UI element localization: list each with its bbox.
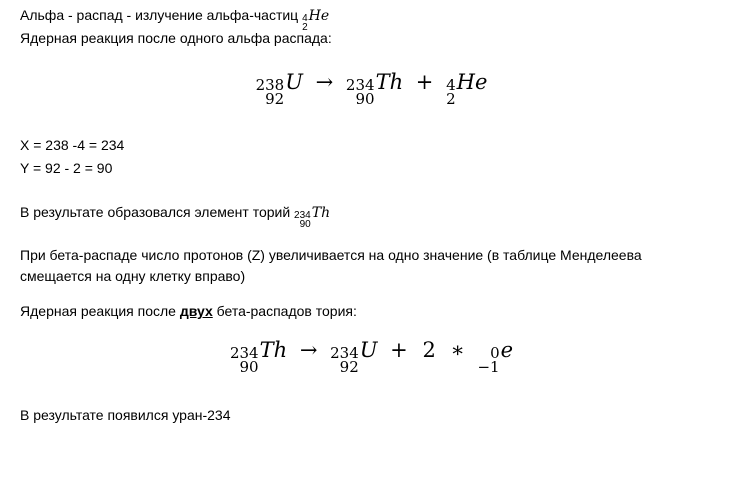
iso-mass: 4: [302, 12, 308, 24]
iso-mass: 238: [255, 76, 285, 95]
thorium-234: [229, 338, 288, 377]
plus: +: [415, 70, 434, 94]
iso-symbol: U: [285, 70, 303, 94]
iso-symbol: e: [500, 338, 514, 362]
result-text: В результате образовался элемент торий: [20, 204, 291, 220]
intro-text: Альфа - распад - излучение альфа-частиц: [20, 7, 299, 23]
beta-decay-equation: [0, 338, 743, 377]
iso-z: 90: [355, 90, 375, 109]
thorium-isotope: [294, 204, 330, 228]
helium-isotope: [302, 7, 329, 31]
electron: [477, 338, 514, 377]
beta-reaction-after: бета-распадов тория:: [212, 303, 357, 319]
iso-symbol: U: [359, 338, 378, 362]
intro-line-reaction: Ядерная реакция после одного альфа распада:: [20, 30, 332, 46]
beta-note-line1: При бета-распаде число протонов (Z) увеличивается на одно значение (в таблице Менделеева: [20, 247, 642, 263]
iso-mass: 234: [229, 344, 259, 363]
times: ∗: [450, 338, 465, 362]
intro-line-alpha: [20, 6, 329, 31]
result-uranium: В результате появился уран-234: [20, 407, 231, 423]
iso-z: 92: [339, 358, 359, 377]
thorium-234: [345, 70, 404, 109]
iso-mass: 4: [446, 76, 456, 95]
iso-symbol: Th: [259, 338, 288, 362]
result-thorium: [20, 203, 330, 228]
iso-symbol: He: [308, 8, 330, 24]
iso-z: −1: [477, 358, 500, 377]
calc-y: Y = 92 - 2 = 90: [20, 160, 113, 176]
beta-reaction-before: Ядерная реакция после: [20, 303, 180, 319]
iso-mass: 234: [294, 209, 311, 221]
iso-z: 92: [265, 90, 285, 109]
iso-z: 90: [299, 218, 311, 230]
arrow: →: [315, 70, 334, 94]
iso-mass: 0: [490, 344, 500, 363]
beta-reaction-heading: [20, 302, 357, 320]
beta-note-line2: смещается на одну клетку вправо): [20, 268, 246, 284]
iso-z: 90: [239, 358, 259, 377]
calc-x: X = 238 -4 = 234: [20, 137, 125, 153]
iso-mass: 234: [345, 76, 375, 95]
alpha-decay-equation: [0, 70, 743, 109]
iso-symbol: Th: [311, 205, 331, 221]
arrow: →: [299, 338, 318, 362]
helium-4: [446, 70, 488, 109]
uranium-234: [330, 338, 378, 377]
beta-reaction-emph: двух: [179, 303, 213, 319]
iso-z: 2: [302, 21, 308, 33]
uranium-238: [255, 70, 303, 109]
plus: +: [390, 338, 408, 362]
iso-symbol: He: [456, 70, 488, 94]
iso-symbol: Th: [375, 70, 404, 94]
iso-mass: 234: [330, 344, 359, 363]
coefficient: 2: [422, 338, 436, 362]
iso-z: 2: [446, 90, 456, 109]
